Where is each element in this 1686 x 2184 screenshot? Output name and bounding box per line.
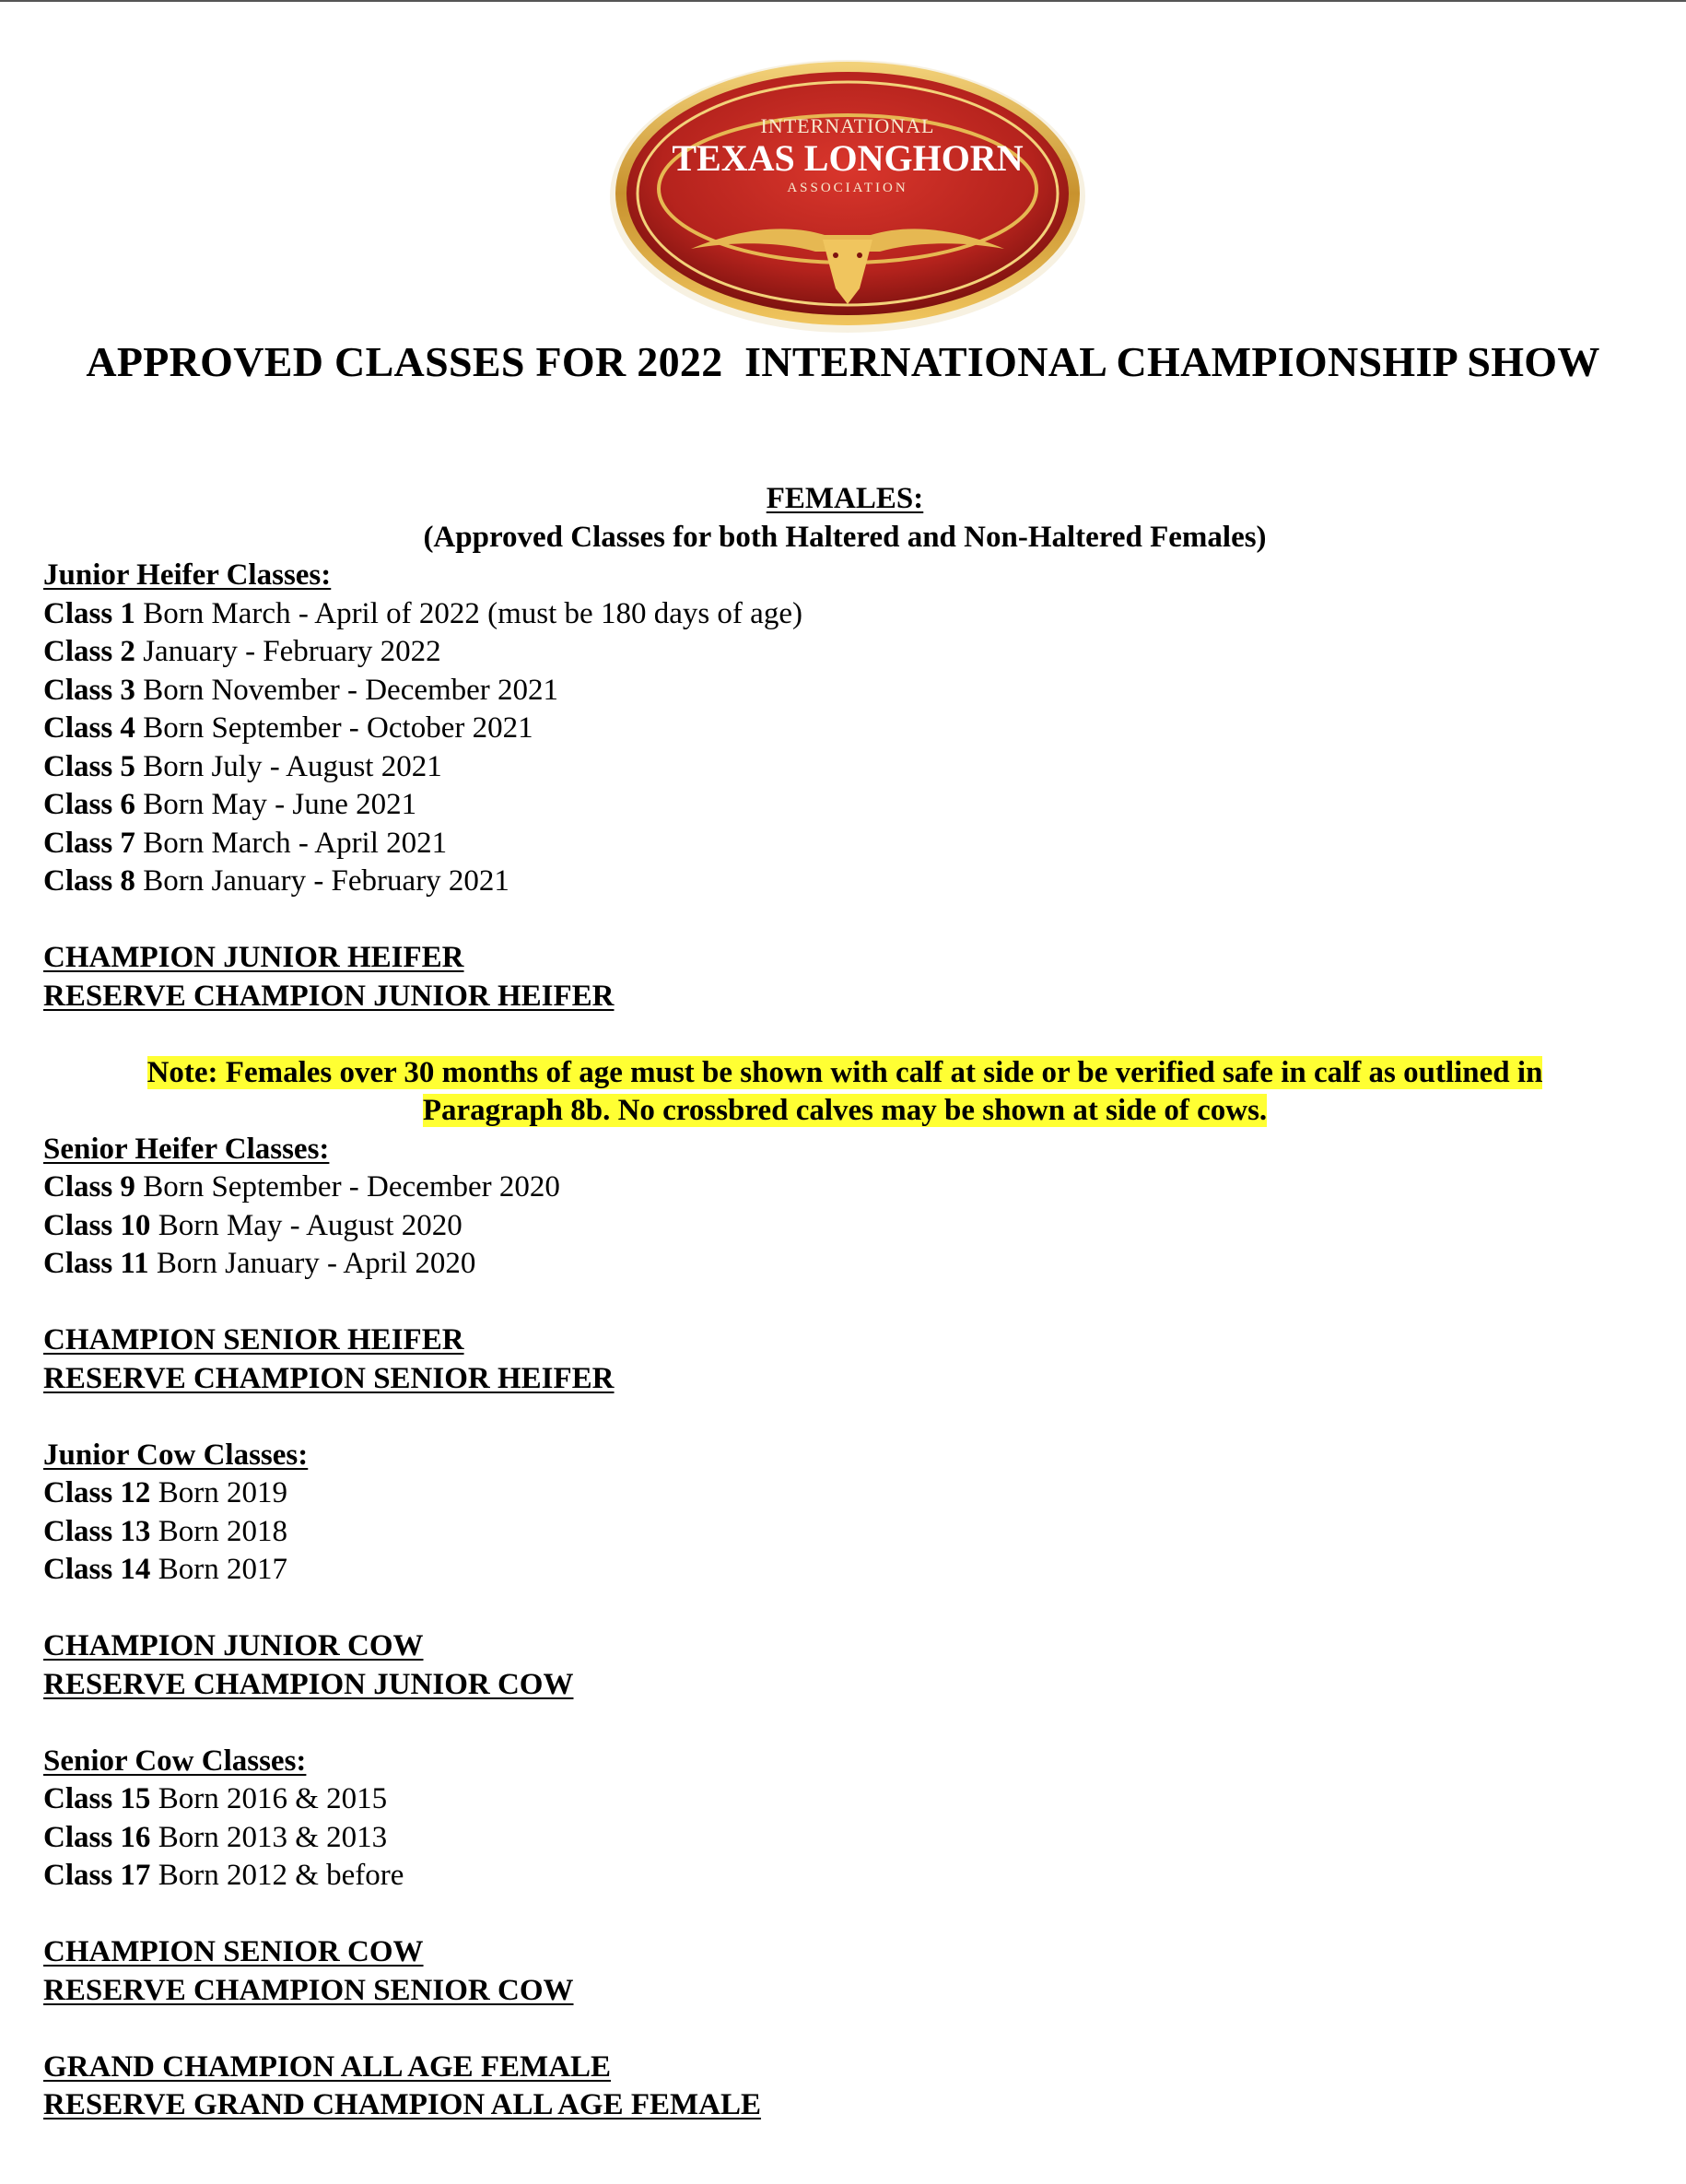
reserve-champion-junior-cow: RESERVE CHAMPION JUNIOR COW [43,1667,574,1701]
class-row [43,1245,1646,1284]
reserve-champion-senior-heifer: RESERVE CHAMPION SENIOR HEIFER [43,1361,615,1395]
class-label: Class 8 [43,864,135,898]
logo-line1: INTERNATIONAL [760,114,935,137]
spacer [43,1016,1646,1054]
females-heading: FEMALES: [766,482,924,515]
class-label: Class 13 [43,1514,151,1548]
junior-heifer-heading: Junior Heifer Classes: [43,558,332,592]
class-row [43,1168,1646,1207]
class-desc: Born May - August 2020 [150,1208,462,1242]
class-row [43,1207,1646,1246]
class-label: Class 10 [43,1208,151,1242]
class-desc: Born 2018 [150,1514,287,1548]
class-label: Class 15 [43,1782,151,1815]
class-row [43,1780,1646,1819]
class-label: Class 9 [43,1170,135,1204]
reserve-champion-junior-heifer: RESERVE CHAMPION JUNIOR HEIFER [43,979,615,1013]
class-desc: Born 2019 [150,1476,287,1509]
class-row [43,1819,1646,1858]
class-label: Class 2 [43,635,135,668]
class-label: Class 17 [43,1859,151,1892]
champion-junior-cow: CHAMPION JUNIOR COW [43,1629,424,1662]
class-desc: Born May - June 2021 [135,788,417,821]
class-row [43,672,1646,710]
class-row [43,1857,1646,1896]
class-desc: Born July - August 2021 [135,749,442,783]
logo-line3: ASSOCIATION [787,181,908,195]
spacer [43,901,1646,940]
grand-champion-female: GRAND CHAMPION ALL AGE FEMALE [43,2049,612,2084]
class-desc: Born January - February 2021 [135,864,509,898]
class-label: Class 1 [43,596,135,630]
class-row [43,710,1646,748]
class-desc: Born March - April 2021 [135,826,448,860]
class-row [43,1474,1646,1513]
class-label: Class 4 [43,711,135,745]
senior-cow-heading: Senior Cow Classes: [43,1744,307,1778]
class-label: Class 16 [43,1820,151,1854]
note-line2: Paragraph 8b. No crossbred calves may be shown at side of cows. [422,1094,1268,1127]
page-title: APPROVED CLASSES FOR 2022 INTERNATIONAL CHAMPIONSHIP SHOW [86,338,1600,385]
note-paragraph [43,1054,1646,1131]
class-row [43,1551,1646,1590]
reserve-champion-senior-cow: RESERVE CHAMPION SENIOR COW [43,1973,574,2007]
spacer [43,1704,1646,1743]
spacer [43,1896,1646,1934]
spacer [43,2010,1646,2049]
reserve-grand-champion-female: RESERVE GRAND CHAMPION ALL AGE FEMALE [43,2088,762,2121]
class-label: Class 14 [43,1553,151,1586]
note-line1: Note: Females over 30 months of age must be shown with calf at side or be verified safe in calf as outlined in [146,1055,1543,1089]
class-row [43,825,1646,863]
class-desc: Born January - April 2020 [148,1247,476,1280]
class-row [43,863,1646,901]
junior-cow-heading: Junior Cow Classes: [43,1438,309,1472]
logo-line2: TEXAS LONGHORN [672,137,1024,179]
class-desc: Born 2012 & before [150,1859,404,1892]
females-subheading: (Approved Classes for both Haltered and Non-Haltered Females) [423,520,1267,554]
class-desc: Born March - April of 2022 (must be 180 days of age) [135,596,802,630]
champion-senior-heifer: CHAMPION SENIOR HEIFER [43,1323,464,1356]
class-desc: Born 2017 [150,1553,287,1586]
class-label: Class 7 [43,826,135,860]
class-list [43,480,1646,2125]
class-row [43,595,1646,634]
class-row [43,786,1646,825]
class-desc: Born November - December 2021 [135,673,559,707]
class-desc: January - February 2022 [135,635,441,668]
spacer [43,1284,1646,1322]
class-desc: Born September - October 2021 [135,711,533,745]
spacer [43,1590,1646,1628]
class-label: Class 11 [43,1247,149,1280]
class-row [43,1513,1646,1552]
class-label: Class 5 [43,749,135,783]
class-label: Class 6 [43,788,135,821]
class-desc: Born 2016 & 2015 [150,1782,388,1815]
champion-junior-heifer: CHAMPION JUNIOR HEIFER [43,941,464,974]
class-label: Class 3 [43,673,135,707]
class-row [43,748,1646,787]
spacer [43,1398,1646,1437]
class-desc: Born 2013 & 2013 [150,1820,388,1854]
champion-senior-cow: CHAMPION SENIOR COW [43,1935,424,1968]
class-label: Class 12 [43,1476,151,1509]
association-logo [603,51,1092,336]
class-desc: Born September - December 2020 [135,1170,560,1204]
class-row [43,633,1646,672]
top-border [0,0,1686,2]
senior-heifer-heading: Senior Heifer Classes: [43,1132,330,1166]
